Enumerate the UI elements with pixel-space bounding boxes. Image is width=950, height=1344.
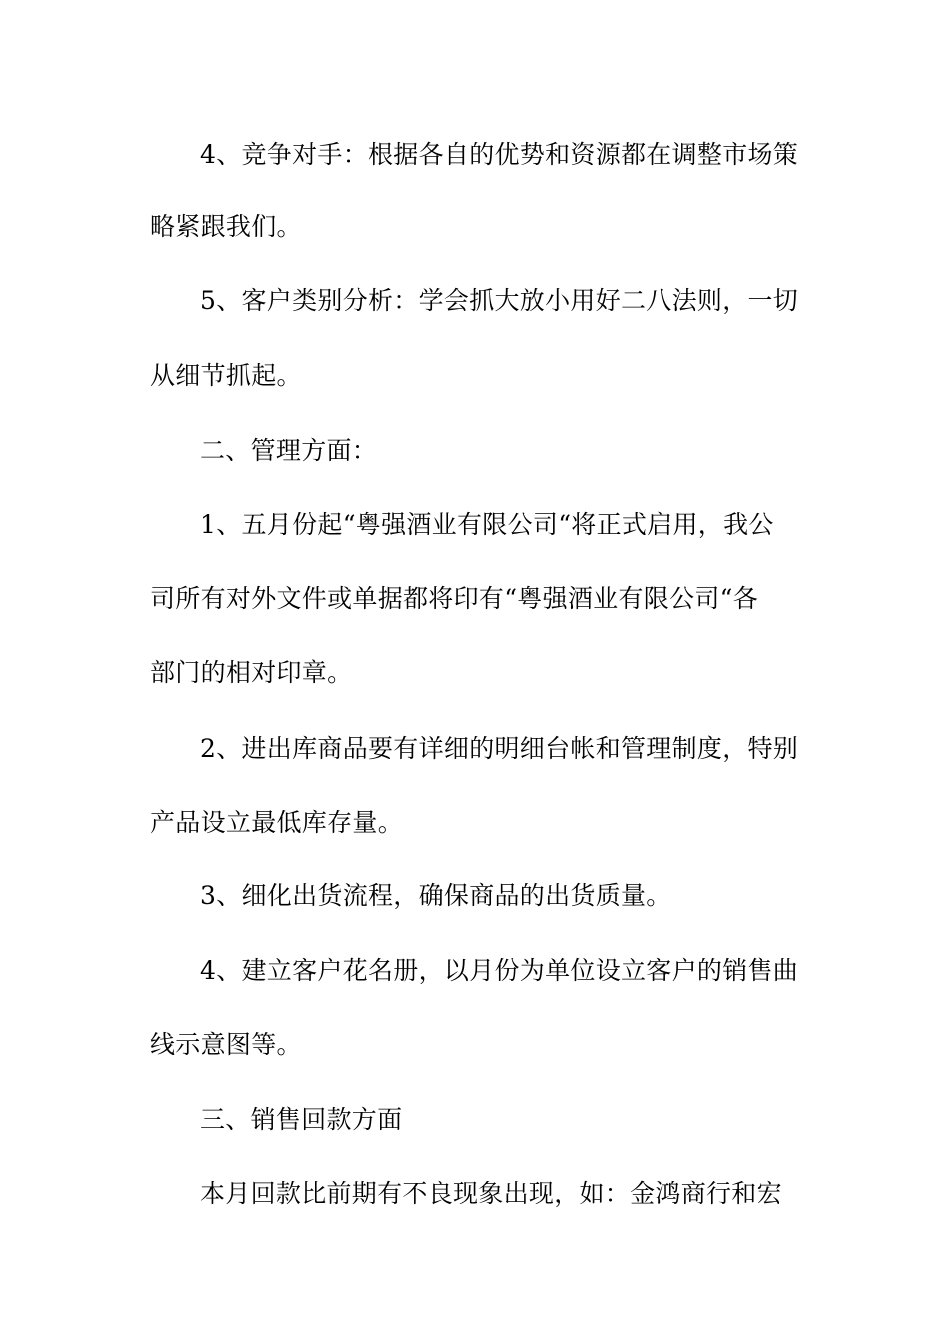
text-line: 4、建立客户花名册，以月份为单位设立客户的销售曲 xyxy=(200,956,799,985)
text-line: 3、细化出货流程，确保商品的出货质量。 xyxy=(200,881,672,910)
text-line: 本月回款比前期有不良现象出现，如：金鸿商行和宏 xyxy=(200,1179,782,1208)
text-line: 4、竞争对手：根据各自的优势和资源都在调整市场策 xyxy=(200,140,799,169)
text-line: 1、五月份起“粤强酒业有限公司“将正式启用，我公 xyxy=(200,510,774,539)
text-line: 产品设立最低库存量。 xyxy=(150,808,404,837)
section-heading: 二、管理方面： xyxy=(200,436,378,465)
text-line: 线示意图等。 xyxy=(150,1030,302,1059)
text-line: 5、客户类别分析：学会抓大放小用好二八法则，一切 xyxy=(200,286,799,315)
text-line: 从细节抓起。 xyxy=(150,361,302,390)
text-line: 部门的相对印章。 xyxy=(150,658,353,687)
text-line: 略紧跟我们。 xyxy=(150,212,302,241)
text-line: 2、进出库商品要有详细的明细台帐和管理制度，特别 xyxy=(200,734,799,763)
section-heading: 三、销售回款方面 xyxy=(200,1105,403,1134)
text-line: 司所有对外文件或单据都将印有“粤强酒业有限公司“各 xyxy=(150,584,759,613)
